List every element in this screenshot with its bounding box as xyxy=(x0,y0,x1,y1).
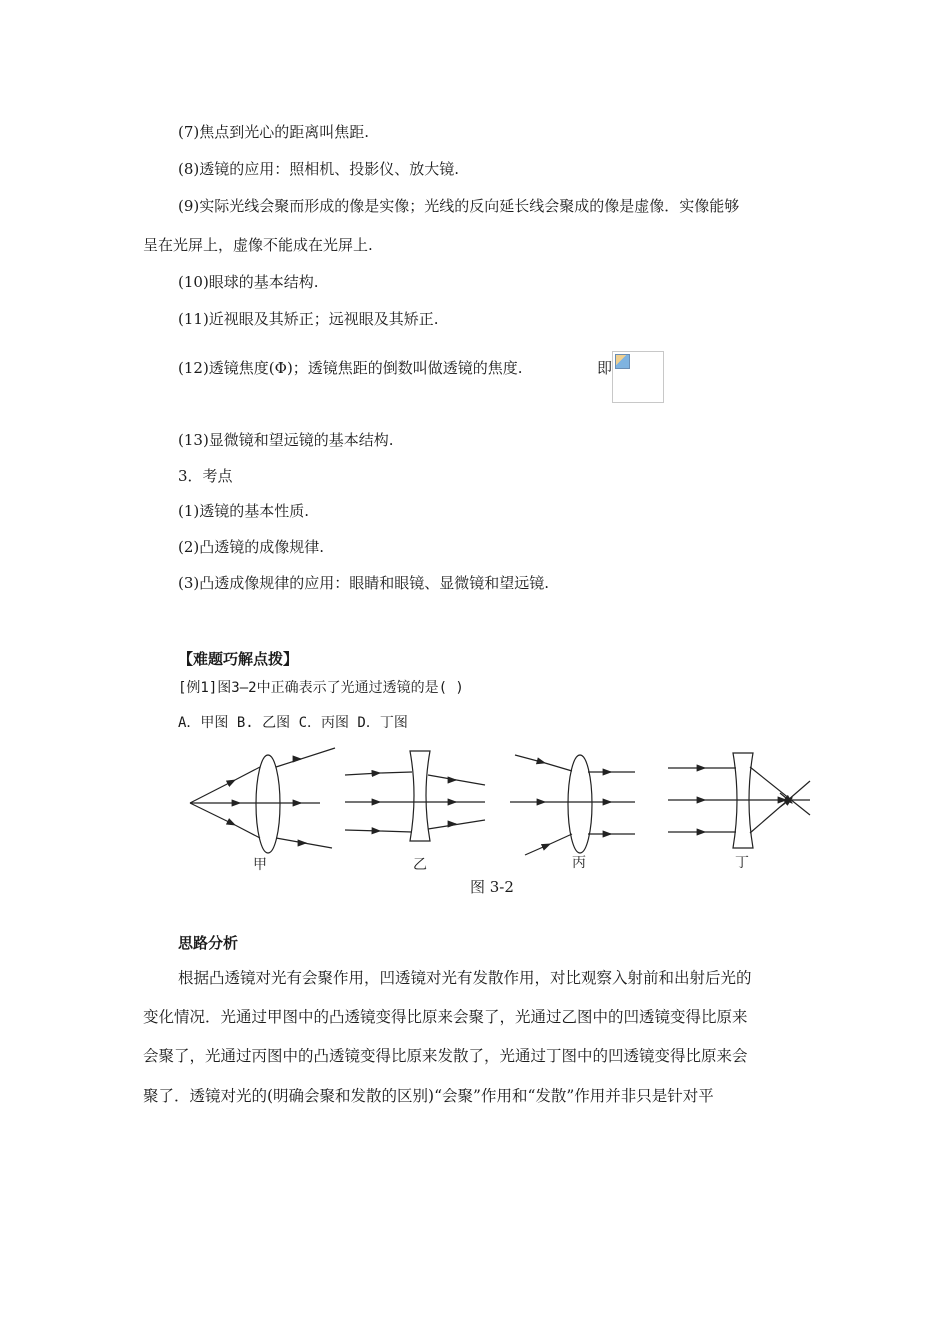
item-7: (7)焦点到光心的距离叫焦距. xyxy=(178,123,370,141)
item-9-line2: 呈在光屏上，虚像不能成在光屏上. xyxy=(143,236,373,254)
example-question: [例1]图3—2中正确表示了光通过透镜的是( ) xyxy=(178,680,464,696)
panel-ding-concave-lens xyxy=(668,753,810,848)
lens-diagram xyxy=(180,745,820,873)
label-jia: 甲 xyxy=(253,857,267,873)
label-yi: 乙 xyxy=(413,857,427,873)
item-9-line1: (9)实际光线会聚而形成的像是实像；光线的反向延长线会聚成的像是虚像．实像能够 xyxy=(178,197,740,215)
panel-yi-concave-lens xyxy=(345,751,485,841)
panel-bing-convex-lens xyxy=(510,755,635,855)
key-point-3: (3)凸透成像规律的应用：眼睛和眼镜、显微镜和望远镜. xyxy=(178,574,550,592)
broken-image-placeholder xyxy=(612,351,664,403)
item-12: (12)透镜焦度(Φ)；透镜焦距的倒数叫做透镜的焦度. xyxy=(178,359,523,377)
analysis-line-2: 变化情况．光通过甲图中的凸透镜变得比原来会聚了，光通过乙图中的凹透镜变得比原来 xyxy=(143,1008,748,1026)
panel-jia-convex-lens xyxy=(190,748,335,853)
item-11: (11)近视眼及其矫正；远视眼及其矫正. xyxy=(178,310,439,328)
analysis-line-3: 会聚了，光通过丙图中的凸透镜变得比原来发散了，光通过丁图中的凹透镜变得比原来会 xyxy=(143,1047,748,1065)
analysis-title: 思路分析 xyxy=(178,934,239,952)
broken-image-icon xyxy=(615,354,630,369)
analysis-line-1: 根据凸透镜对光有会聚作用，凹透镜对光有发散作用，对比观察入射前和出射后光的 xyxy=(178,969,752,987)
section-3-heading: 3．考点 xyxy=(178,467,233,485)
label-bing: 丙 xyxy=(572,855,586,871)
item-13: (13)显微镜和望远镜的基本结构. xyxy=(178,431,394,449)
figure-caption: 图 3-2 xyxy=(470,878,514,896)
example-options: A．甲图 B. 乙图 C．丙图 D．丁图 xyxy=(178,715,408,731)
key-point-2: (2)凸透镜的成像规律. xyxy=(178,538,325,556)
analysis-line-4: 聚了．透镜对光的(明确会聚和发散的区别)“会聚”作用和“发散”作用并非只是针对平 xyxy=(143,1087,714,1105)
item-8: (8)透镜的应用：照相机、投影仪、放大镜. xyxy=(178,160,460,178)
section-title: 【难题巧解点拨】 xyxy=(178,650,299,668)
item-10: (10)眼球的基本结构. xyxy=(178,273,319,291)
key-point-1: (1)透镜的基本性质. xyxy=(178,502,310,520)
item-12-tail: 即 xyxy=(597,359,613,377)
label-ding: 丁 xyxy=(735,855,749,871)
